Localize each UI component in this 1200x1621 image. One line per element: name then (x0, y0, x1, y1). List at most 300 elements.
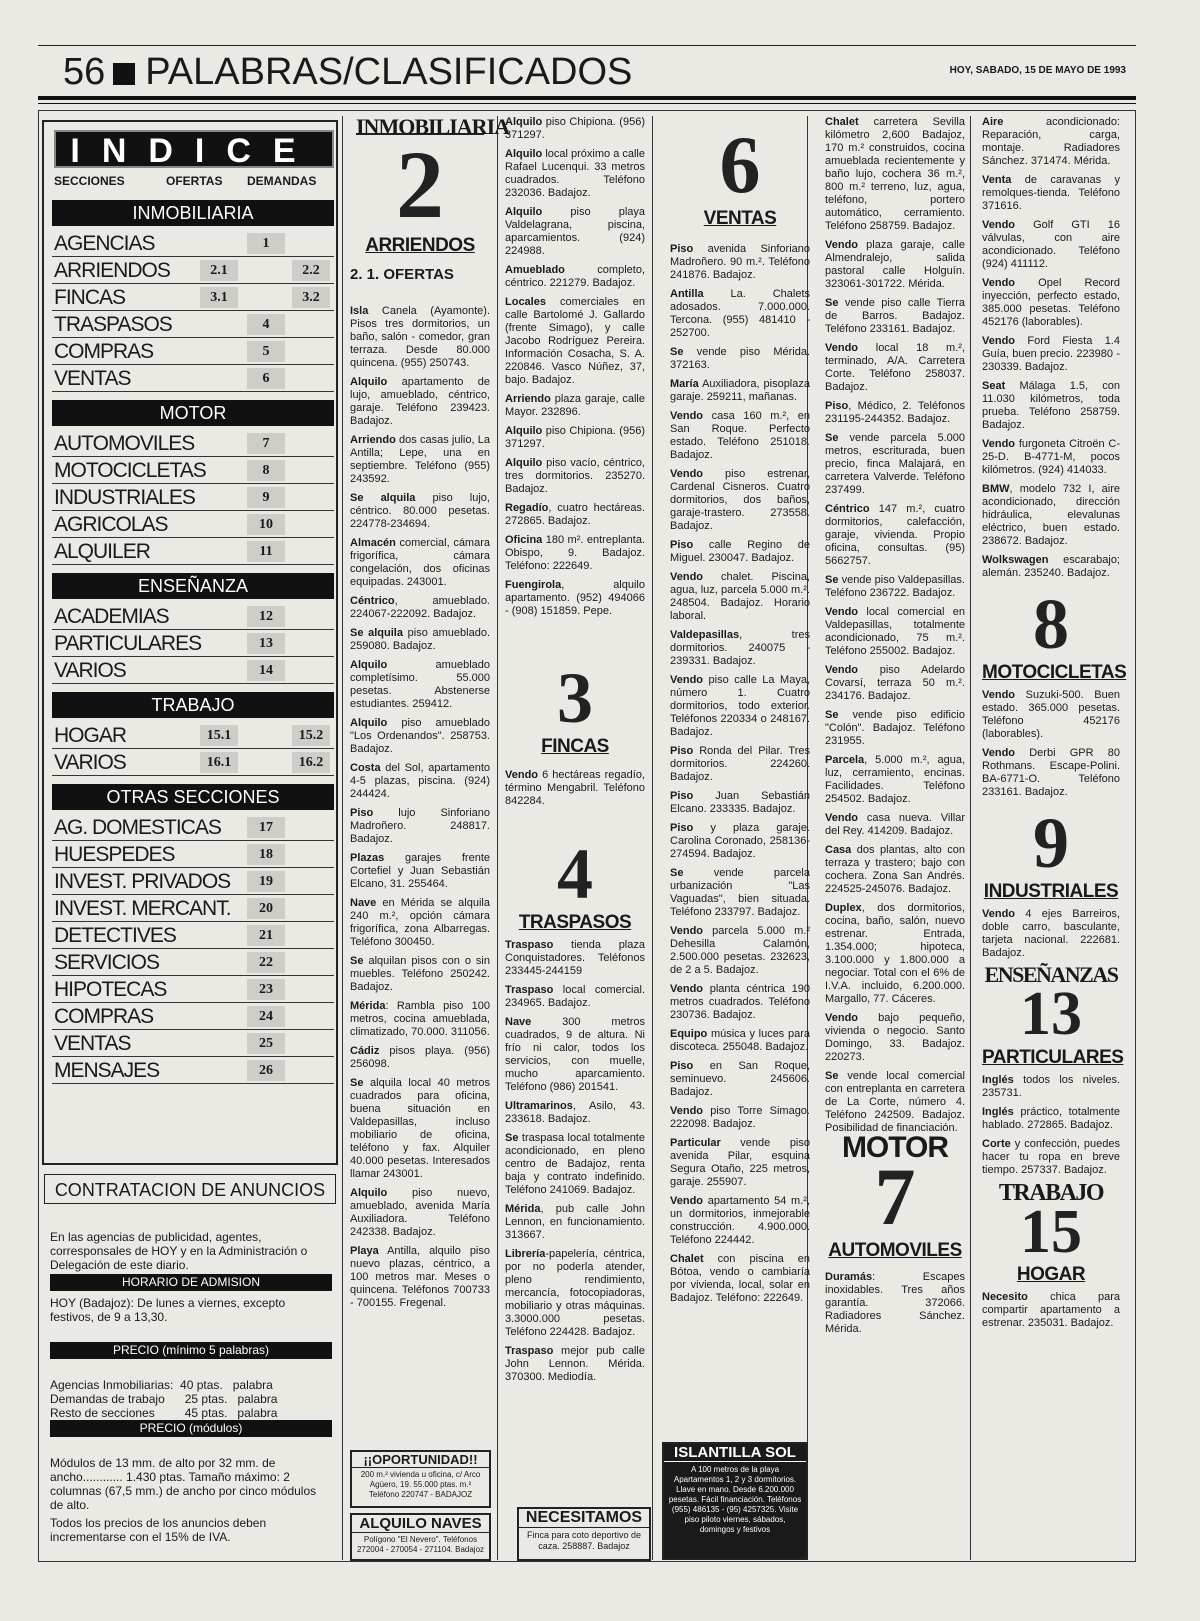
index-row-label: INVEST. MERCANT. (54, 897, 231, 920)
ad-body: , amueblado. 224067-222092. Badajoz. (350, 595, 490, 620)
col-ofertas: OFERTAS (166, 174, 223, 188)
ad-lead-word: Chalet (670, 1253, 704, 1265)
ad-body: vende local comercial con entreplanta en carretera de La Corte, número 4. Teléfono 242509. Badajoz. Posibilidad de financiación. (825, 1070, 965, 1134)
index-row-label: MENSAJES (54, 1059, 160, 1082)
index-row-number: 5 (247, 341, 285, 362)
classified-ad (670, 790, 810, 816)
classified-ad (670, 288, 810, 340)
ad-lead-word: Vendo (825, 239, 859, 251)
square-icon (113, 63, 135, 85)
column-ventas (670, 116, 810, 1311)
classified-ad (825, 1070, 965, 1135)
ad-body: La. Chalets adosados. 7.000.000. Tercona. (955) 481410 - 252700. (670, 288, 810, 339)
index-row-label: INDUSTRIALES (54, 486, 195, 509)
index-row (52, 457, 334, 484)
index-row-number: 14 (247, 660, 285, 681)
ad-body: tienda plaza Conquistadores. Teléfonos 233445-244159 (505, 939, 645, 977)
ad-list (350, 305, 490, 1310)
ad-lead-word: Traspaso (505, 1345, 554, 1357)
ad-lead-word: Céntrico (350, 595, 395, 607)
ad-body: local 18 m.², terminado, A/A. Carretera Corte. Teléfono 258037. Badajoz. (825, 342, 965, 393)
ad-body: piso playa Valdelagrana, piscina, aparcamientos. (924) 224988. (505, 206, 645, 257)
index-row (52, 814, 334, 841)
ad-box-text: Polígono "El Nevero". Teléfonos 272004 - 270054 - 271104. Badajoz (356, 1535, 485, 1554)
ad-lead-word: Inglés (982, 1106, 1014, 1118)
classified-ad (350, 627, 490, 653)
ad-body: vende parcela urbanización "Las Vaguadas", bien situada. Teléfono 233797. Badajoz. (670, 867, 810, 918)
ad-body: vende parcela 5.000 metros, escriturada, buen precio, finca Malajará, en carretera Valverde. Teléfono 237499. (825, 432, 965, 496)
ad-lead-word: Duramás (825, 1271, 873, 1283)
ad-lead-word: Céntrico (825, 503, 870, 515)
classified-ad (982, 747, 1120, 799)
section-title: PALABRAS/CLASIFICADOS (145, 51, 633, 93)
ad-body: alquilan pisos con o sin muebles. Teléfono 250242. Badajoz. (350, 955, 490, 993)
classified-ad (350, 492, 490, 531)
page-number: 56 (63, 51, 106, 93)
index-row-label: AGENCIAS (54, 232, 155, 255)
ad-list (982, 1291, 1120, 1330)
column-arriendos-2 (505, 116, 645, 1390)
ad-lead-word: Duplex (825, 902, 862, 914)
ad-body: 6 hectáreas regadío, término Mengabril. Teléfono 842284. (505, 769, 645, 807)
classified-ad (670, 243, 810, 282)
section-number: 8 (1033, 584, 1069, 664)
ad-list (825, 1271, 965, 1336)
classified-ad (982, 689, 1120, 741)
classified-ad (825, 1012, 965, 1064)
ad-lead-word: Se (825, 297, 839, 309)
classified-ad (982, 483, 1120, 548)
ad-body: -papelería, céntrica, por no poderla atender, pleno rendimiento, mercancía, fotocopiadoras, mobiliario y otras máquinas. 3.3000.000 pesetas. Teléfono 224428. Badajoz. (505, 1248, 645, 1338)
section-brand-motor: MOTOR (841, 1131, 949, 1164)
ad-lead-word: Vendo (982, 335, 1016, 347)
ad-lead-word: Alquilo (350, 1187, 388, 1199)
ad-lead-word: Nave (505, 1016, 532, 1028)
ad-lead-word: Se (825, 1070, 839, 1082)
ad-lead-word: Alquilo (505, 457, 543, 469)
classified-ad (350, 807, 490, 846)
classified-ad (825, 606, 965, 658)
ad-body: del Sol, apartamento 4-5 plazas, piscina. (924) 244424. (350, 762, 490, 800)
classified-ad (505, 579, 645, 618)
ad-box-oportunidad (350, 1450, 491, 1508)
classified-ad (505, 769, 645, 808)
index-row-demandas: 16.2 (292, 752, 330, 773)
classified-ad (825, 754, 965, 806)
ad-body: vende piso edificio "Colón". Badajoz. Teléfono 231955. (825, 709, 965, 747)
ad-lead-word: Antilla (670, 288, 704, 300)
classified-ad (505, 1345, 645, 1384)
ad-lead-word: Alquilo (505, 425, 543, 437)
classified-ad (350, 659, 490, 711)
horario-text: HOY (Badajoz): De lunes a viernes, excepto festivos, de 9 a 13,30. (50, 1296, 286, 1324)
section-heading-ventas: VENTAS (703, 208, 777, 229)
ad-box-necesitamos (517, 1507, 651, 1561)
index-group-4: OTRAS SECCIONES (52, 784, 334, 810)
classified-ad (670, 1028, 810, 1054)
classified-ad (670, 1105, 810, 1131)
classified-ad (505, 425, 645, 451)
ad-list (982, 908, 1120, 960)
classified-ad (670, 468, 810, 533)
index-row (52, 976, 334, 1003)
column-divider (342, 116, 343, 1560)
index-row (52, 657, 334, 684)
ad-lead-word: Mérida (350, 1000, 386, 1012)
index-row (52, 538, 334, 565)
classified-ad (350, 1187, 490, 1239)
index-row-ofertas: 2.1 (200, 260, 238, 281)
ad-lead-word: Se (825, 432, 839, 444)
ad-body: alquila local 40 metros cuadrados para oficina, buena situación en Valdepasillas, incluso mobiliario de oficina, teléfono y fax. Alquiler 40.000 pesetas. Interesados llamar 243001. (350, 1077, 490, 1180)
ad-body: pisos playa. (956) 256098. (350, 1045, 490, 1070)
index-row (52, 284, 334, 311)
classified-ad (982, 438, 1120, 477)
classified-ad (670, 1253, 810, 1305)
ad-body: avenida Sinforiano Madroñero. 90 m.². Teléfono 241876. Badajoz. (670, 243, 810, 281)
classified-ad (505, 264, 645, 290)
ad-lead-word: Alquilo (505, 148, 543, 160)
classified-ad (505, 296, 645, 387)
index-row-label: INVEST. PRIVADOS (54, 870, 231, 893)
ad-lead-word: Vendo (982, 689, 1016, 701)
ad-body: de caravanas y remolques-tienda. Teléfono 371616. (982, 174, 1120, 212)
classified-ad (670, 867, 810, 919)
index-row-demandas: 3.2 (292, 287, 330, 308)
index-row-number: 13 (247, 633, 285, 654)
ad-lead-word: Traspaso (505, 939, 554, 951)
index-row-number: 9 (247, 487, 285, 508)
classified-ad (350, 717, 490, 756)
ad-body: comerciales en calle Bartolomé J. Gallardo (frente Simago), y calle Jacobo Rodríguez Pereira. Información Cosacha, S. A. 220846. Vasco Núñez, 37, bajo. Badajoz. (505, 296, 645, 386)
ad-lead-word: Piso (670, 243, 694, 255)
ad-body: carretera Sevilla kilómetro 2,600 Badajoz, 170 m.² construidos, cocina amueblada recientemente y baño lujo, cochera 36 m.², 800 m.² terreno, luz, agua, teléfono, portero automático, cerramiento. Teléfono 258759. Badajoz. (825, 116, 965, 232)
ad-lead-word: Costa (350, 762, 381, 774)
index-row-number: 1 (247, 233, 285, 254)
classified-ad (982, 380, 1120, 432)
index-row-number: 6 (247, 368, 285, 389)
classified-ad (670, 571, 810, 623)
ad-body: piso Torre Simago. 222098. Badajoz. (670, 1105, 810, 1130)
modulos-title: PRECIO (módulos) (50, 1420, 332, 1437)
index-row (52, 230, 334, 257)
ad-lead-word: BMW (982, 483, 1010, 495)
index-row-label: AUTOMOVILES (54, 432, 195, 455)
contratacion-title: CONTRATACION DE ANUNCIOS (44, 1174, 336, 1204)
index-row-number: 26 (247, 1060, 285, 1081)
ad-lead-word: Se alquila (350, 492, 416, 504)
classified-ad (825, 812, 965, 838)
ad-body: Ford Fiesta 1.4 Guía, buen precio. 223980 - 230339. Badajoz. (982, 335, 1120, 373)
section-number: 7 (874, 1151, 916, 1242)
index-row-label: VENTAS (54, 367, 131, 390)
ad-body: vende piso calle Tierra de Barros. Badajoz. Teléfono 233161. Badajoz. (825, 297, 965, 335)
classified-ad (982, 219, 1120, 271)
classified-ad (825, 709, 965, 748)
index-row-number: 12 (247, 606, 285, 627)
ad-lead-word: Vendo (825, 606, 859, 618)
ad-list (505, 939, 645, 1384)
column-divider (652, 116, 653, 1560)
ad-lead-word: Oficina (505, 534, 543, 546)
ad-lead-word: Isla (350, 305, 369, 317)
header-rule-thick (38, 96, 1136, 100)
ad-body: chalet. Piscina, agua, luz, parcela 5.000 m.². 248504. Badajoz. Horario laboral. (670, 571, 810, 622)
ad-body: lujo Sinforiano Madroñero. 248817. Badajoz. (350, 807, 490, 845)
ad-lead-word: Se (825, 709, 839, 721)
ad-box-title: NECESITAMOS (519, 1509, 649, 1528)
ad-body: planta céntrica 190 metros cuadrados. Teléfono 230736. Badajoz. (670, 983, 810, 1021)
classified-ad (505, 148, 645, 200)
ad-box-text: Finca para coto deportivo de caza. 258887. Badajoz (526, 1530, 642, 1551)
index-row-number: 18 (247, 844, 285, 865)
column-divider (497, 116, 498, 1560)
section-number: 15 (1020, 1198, 1082, 1266)
ad-body: , Asilo, 43. 233618. Badajoz. (505, 1100, 645, 1125)
ad-body: piso vacío, céntrico, tres dormitorios. 235270. Badajoz. (505, 457, 645, 495)
ad-lead-word: Se (505, 1132, 519, 1144)
section-brand-inmobiliaria: INMOBILIARIA (356, 114, 510, 139)
index-row-label: TRASPASOS (54, 313, 172, 336)
index-row-number: 11 (247, 541, 285, 562)
classified-ad (825, 574, 965, 600)
ad-body: calle Regino de Miguel. 230047. Badajoz. (670, 539, 810, 564)
index-row-label: ALQUILER (54, 540, 150, 563)
ad-body: Ronda del Pilar. Tres dormitorios. 224260. Badajoz. (670, 745, 810, 783)
ad-lead-word: Vendo (982, 747, 1016, 759)
index-row-label: ARRIENDOS (54, 259, 170, 282)
index-group-2: ENSEÑANZA (52, 573, 334, 599)
ad-body: furgoneta Citroën C-25-D. B-4771-M, pocos kilómetros. (924) 414033. (982, 438, 1120, 476)
index-row (52, 257, 334, 284)
classified-ad (982, 554, 1120, 580)
ad-lead-word: Arriendo (505, 393, 551, 405)
index-row-number: 22 (247, 952, 285, 973)
ad-body: acondicionado: Reparación, carga, montaje. Radiadores Sánchez. 371474. Mérida. (982, 116, 1120, 167)
index-row (52, 868, 334, 895)
ad-lead-word: Vendo (670, 983, 704, 995)
classified-ad (670, 1137, 810, 1189)
ad-lead-word: Necesito (982, 1291, 1028, 1303)
classified-ad (825, 400, 965, 426)
ad-lead-word: Vendo (670, 1195, 704, 1207)
ad-lead-word: Se (350, 1077, 364, 1089)
classified-ad (350, 595, 490, 621)
ad-body: 180 m². entreplanta. Obispo, 9. Badajoz. Teléfono: 222649. (505, 534, 645, 572)
index-row-number: 24 (247, 1006, 285, 1027)
ad-body: : Escapes inoxidables. Tres años garantía. 372066. Radiadores Sánchez. Mérida. (825, 1271, 965, 1335)
classified-ad (505, 457, 645, 496)
ad-body: y plaza garaje. Carolina Coronado, 258136-274594. Badajoz. (670, 822, 810, 860)
section-number: 4 (557, 834, 593, 914)
ad-body: casa nueva. Villar del Rey. 414209. Badajoz. (825, 812, 965, 837)
ad-body: apartamento de lujo, amueblado, céntrico, garaje. Teléfono 239423. Badajoz. (350, 376, 490, 427)
ad-body: completo, céntrico. 221279. Badajoz. (505, 264, 645, 289)
ad-list (982, 116, 1120, 580)
col-demandas: DEMANDAS (247, 174, 317, 188)
index-row-number: 4 (247, 314, 285, 335)
classified-ad (670, 410, 810, 462)
section-brand-ensenanzas: ENSEÑANZAS (984, 962, 1118, 987)
index-row (52, 841, 334, 868)
ad-body: piso lujo, céntrico. 80.000 pesetas. 224778-234694. (350, 492, 490, 530)
ad-list (505, 116, 645, 618)
iva-text: Todos los precios de los anuncios deben incrementarse con el 15% de IVA. (50, 1516, 267, 1544)
page-header (38, 45, 1136, 93)
ad-lead-word: Locales (505, 296, 546, 308)
ad-body: piso estrenar, Cardenal Cisneros. Cuatro dormitorios, dos baños, garaje-trastero. 273558. Badajoz. (670, 468, 810, 532)
ad-lead-word: Vendo (825, 812, 859, 824)
index-row (52, 749, 334, 776)
ad-body: , cuatro hectáreas. 272865. Badajoz. (505, 502, 645, 527)
classified-ad (350, 376, 490, 428)
section-number: 13 (1020, 980, 1082, 1048)
classified-ad (350, 305, 490, 370)
ad-body: comercial, cámara frigorífica, cámara congelación, dos oficinas equipadas. 243001. (350, 537, 490, 588)
classified-ad (825, 239, 965, 291)
ad-body: Opel Record inyección, perfecto estado, 385.000 pesetas. Teléfono 452176 (laborables). (982, 277, 1120, 328)
ad-body: Suzuki-500. Buen estado. 365.000 pesetas. Teléfono 452176 (laborables). (982, 689, 1120, 740)
ad-body: piso Chipiona. (956) 371297. (505, 425, 645, 450)
ad-lead-word: Venta (982, 174, 1012, 186)
ad-body: apartamento 54 m.², un dormitorios, inmejorable construcción. 4.900.000. Teléfono 224442. (670, 1195, 810, 1246)
index-row-number: 8 (247, 460, 285, 481)
ad-lead-word: Regadío (505, 502, 549, 514)
ad-lead-word: Alquilo (505, 206, 543, 218)
ad-lead-word: Se (670, 346, 684, 358)
classified-ad (982, 1291, 1120, 1330)
section-number: 9 (1033, 803, 1069, 883)
ad-body: y confección, puedes hacer tu ropa en breve tiempo. 257337. Badajoz. (982, 1138, 1120, 1176)
ad-lead-word: Inglés (982, 1074, 1014, 1086)
index-row (52, 1003, 334, 1030)
index-row-label: COMPRAS (54, 1005, 154, 1028)
section-heading-arriendos: ARRIENDOS (365, 235, 475, 256)
ad-lead-word: Piso (670, 1060, 694, 1072)
index-row-label: COMPRAS (54, 340, 154, 363)
ad-lead-word: Vendo (505, 769, 539, 781)
ad-lead-word: Piso (670, 790, 694, 802)
index-row-label: SERVICIOS (54, 951, 159, 974)
ad-lead-word: Vendo (825, 1012, 859, 1024)
classified-ad (982, 1074, 1120, 1100)
ad-box-islantilla (662, 1442, 808, 1560)
classified-ad (350, 955, 490, 994)
classified-ad (825, 116, 965, 233)
classified-ad (982, 174, 1120, 213)
classified-ad (505, 502, 645, 528)
ad-list (825, 116, 965, 1135)
ad-body: traspasa local totalmente acondicionado, en pleno centro de Badajoz, renta baja y contrato indefinido. Teléfono 241069. Badajoz. (505, 1132, 645, 1196)
index-row-label: HOGAR (54, 724, 127, 747)
ad-body: local comercial. 234965. Badajoz. (505, 984, 645, 1009)
column-motor (982, 116, 1127, 1336)
classified-ad (982, 1138, 1120, 1177)
ad-body: local próximo a calle Rafael Lucenqui. 33 metros cuadrados. Teléfono 232036. Badajoz. (505, 148, 645, 199)
ad-body: en San Roque, seminuevo. 245606. Badajoz. (670, 1060, 810, 1098)
classified-ad (825, 902, 965, 1006)
section-heading-particulares: PARTICULARES (982, 1047, 1124, 1068)
classified-ad (350, 897, 490, 949)
index-row-demandas: 2.2 (292, 260, 330, 281)
index-group-3: TRABAJO (52, 692, 334, 718)
ad-body: piso Adelardo Covarsí, terraza 50 m.². 234176. Badajoz. (825, 664, 965, 702)
classified-ad (505, 939, 645, 978)
ad-body: Derbi GPR 80 Rothmans. Escape-Polini. BA-6771-O. Teléfono 233161. Badajoz. (982, 747, 1120, 798)
horario-title: HORARIO DE ADMISION (50, 1274, 332, 1291)
column-ventas-2 (825, 116, 965, 1342)
ad-body: vende piso Valdepasillas. Teléfono 236722. Badajoz. (825, 574, 965, 599)
classified-ad (505, 206, 645, 258)
index-row (52, 1057, 334, 1084)
ad-lead-word: Se (825, 574, 839, 586)
classified-ad (505, 116, 645, 142)
ad-body: Canela (Ayamonte). Pisos tres dormitorios, un baño, salón - comedor, gran terraza. Desde 80.000 quincena. (955) 250743. (350, 305, 490, 369)
index-row (52, 484, 334, 511)
index-row-ofertas: 15.1 (200, 725, 238, 746)
ad-lead-word: Seat (982, 380, 1006, 392)
ad-body: Antilla, alquilo piso nuevo plazas, céntrico, a 100 metros mar. Meses o quincena. Teléfonos 700733 - 700155. Fregenal. (350, 1245, 490, 1309)
index-row-number: 17 (247, 817, 285, 838)
ad-lead-word: Se (350, 955, 364, 967)
classified-ad (982, 116, 1120, 168)
ad-body: plaza garaje, calle Almendralejo, salida pastoral calle Holguín. 323061-301722. Mérida. (825, 239, 965, 290)
precio-line-3: Resto de secciones 45 ptas. palabra (50, 1406, 278, 1420)
index-row-label: VARIOS (54, 751, 126, 774)
ad-lead-word: Vendo (825, 342, 859, 354)
section-heading-hogar: HOGAR (1016, 1264, 1086, 1285)
section-heading-automoviles: AUTOMOVILES (828, 1240, 962, 1261)
ad-list (670, 243, 810, 1305)
index-row-label: FINCAS (54, 286, 126, 309)
ad-body: dos casas julio, La Antilla; Lepe, una en septiembre. Teléfono (955) 243592. (350, 434, 490, 485)
classified-ad (825, 844, 965, 896)
ad-body: , modelo 732 I, aire acondicionado, dirección hidráulica, elevalunas eléctrico, buen estado. 238672. Badajoz. (982, 483, 1120, 547)
ad-body: , dos dormitorios, cocina, baño, salón, nuevo estrenar. Entrada, 1.354.000; hipoteca, 3.100.000 y 1.800.000 a negociar. Total con el 6% de I.V.A. incluido, 6.200.000. Margallo, 77. Cáceres. (825, 902, 965, 1005)
index-row-number: 25 (247, 1033, 285, 1054)
ad-lead-word: Aire (982, 116, 1004, 128)
index-row-label: HIPOTECAS (54, 978, 167, 1001)
ad-lead-word: Cádiz (350, 1045, 380, 1057)
index-row-demandas: 15.2 (292, 725, 330, 746)
classified-ad (670, 822, 810, 861)
index-row-number: 7 (247, 433, 285, 454)
classified-ad (982, 335, 1120, 374)
classified-ad (350, 434, 490, 486)
ad-lead-word: Ultramarinos (505, 1100, 573, 1112)
ad-lead-word: Traspaso (505, 984, 554, 996)
index-row (52, 511, 334, 538)
ad-lead-word: Vendo (670, 1105, 704, 1117)
ad-body: todos los niveles. 235731. (982, 1074, 1120, 1099)
ad-body: vende piso Mérida. 372163. (670, 346, 810, 371)
index-row-label: MOTOCICLETAS (54, 459, 206, 482)
ad-list (505, 769, 645, 808)
ad-box-title: ¡¡OPORTUNIDAD!! (352, 1452, 489, 1468)
classified-ad (505, 1132, 645, 1197)
index-row-label: DETECTIVES (54, 924, 176, 947)
index-row-label: PARTICULARES (54, 632, 202, 655)
classified-ad (670, 674, 810, 739)
classified-ad (825, 297, 965, 336)
ad-body: escarabajo; alemán. 235240. Badajoz. (982, 554, 1120, 579)
ad-body: 147 m.², cuatro dormitorios, calefacción, garaje, vivienda. Propio oficina, consultas. (95) 5662757. (825, 503, 965, 567)
index-row (52, 603, 334, 630)
classified-ad (505, 1203, 645, 1242)
ad-body: , 5.000 m.², agua, luz, cerramiento, encinas. Facilidades. Teléfono 254502. Badajoz. (825, 754, 965, 805)
issue-date: HOY, SABADO, 15 DE MAYO DE 1993 (949, 65, 1126, 76)
classified-ad (505, 1248, 645, 1339)
